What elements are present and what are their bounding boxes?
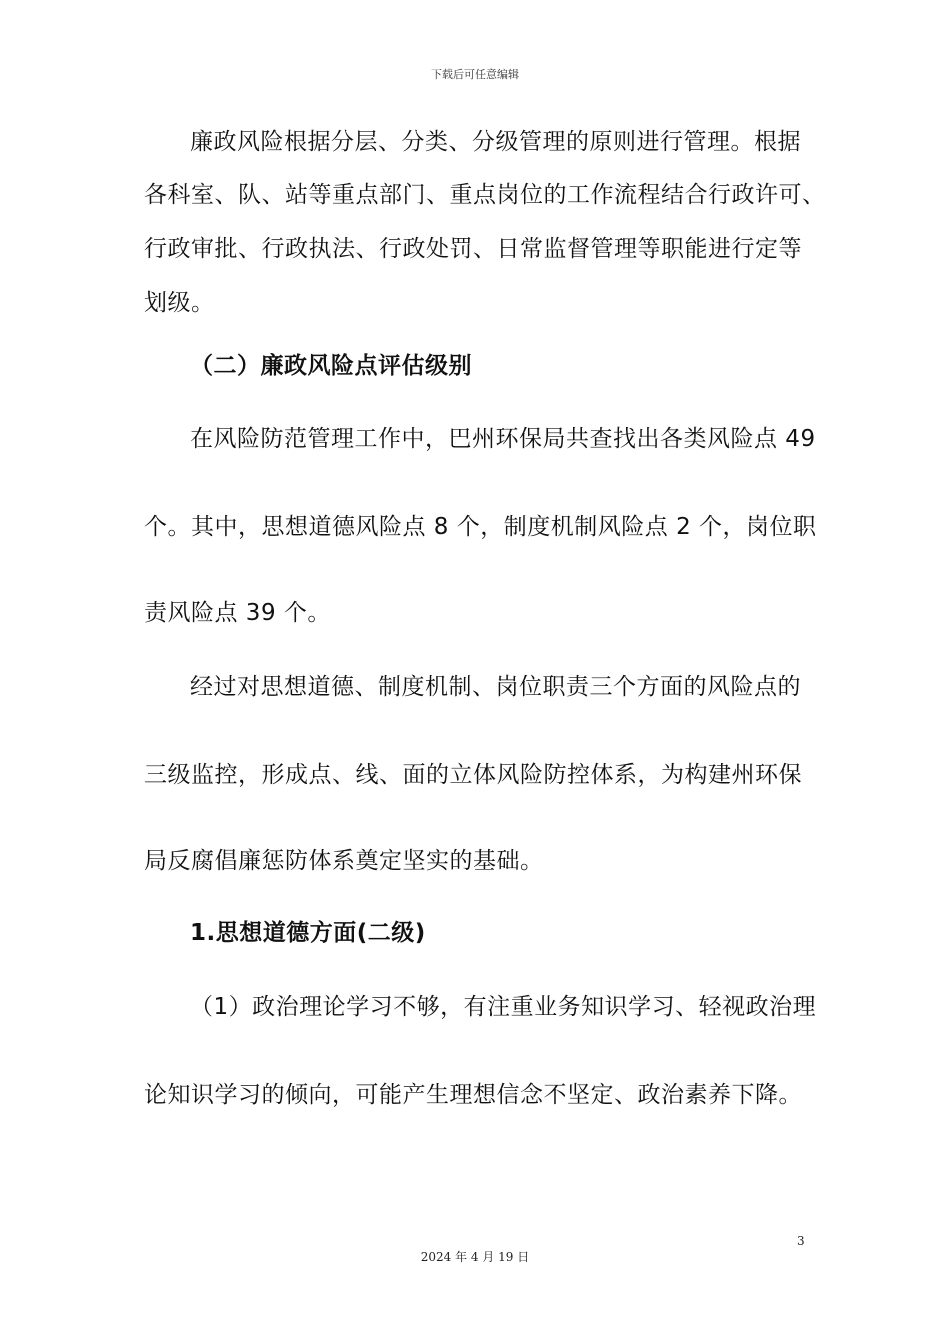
paragraph-3-line-2: 三级监控，形成点、线、面的立体风险防控体系，为构建州环保 xyxy=(144,762,802,788)
paragraph-1-line-1: 廉政风险根据分层、分类、分级管理的原则进行管理。根据 xyxy=(190,129,801,155)
paragraph-4-line-2: 论知识学习的倾向，可能产生理想信念不坚定、政治素养下降。 xyxy=(144,1082,802,1108)
section-heading-3: 1.思想道德方面(二级) xyxy=(190,920,426,946)
paragraph-2-line-2: 个。其中，思想道德风险点 8 个，制度机制风险点 2 个，岗位职 xyxy=(144,514,817,540)
paragraph-3-line-1: 经过对思想道德、制度机制、岗位职责三个方面的风险点的 xyxy=(190,674,801,700)
section-heading-2: （二）廉政风险点评估级别 xyxy=(190,353,472,379)
paragraph-3-line-3: 局反腐倡廉惩防体系奠定坚实的基础。 xyxy=(144,848,544,874)
paragraph-1-line-4: 划级。 xyxy=(144,290,215,316)
footer-date: 2024 年 4 月 19 日 xyxy=(420,1250,530,1264)
header-note: 下载后可任意编辑 xyxy=(431,68,519,81)
paragraph-2-line-3: 责风险点 39 个。 xyxy=(144,600,331,626)
page-number: 3 xyxy=(797,1234,805,1248)
paragraph-1-line-3: 行政审批、行政执法、行政处罚、日常监督管理等职能进行定等 xyxy=(144,236,802,262)
paragraph-1-line-2: 各科室、队、站等重点部门、重点岗位的工作流程结合行政许可、 xyxy=(144,182,826,208)
paragraph-4-line-1: （1）政治理论学习不够，有注重业务知识学习、轻视政治理 xyxy=(190,994,817,1020)
paragraph-2-line-1: 在风险防范管理工作中，巴州环保局共查找出各类风险点 49 xyxy=(190,426,816,452)
